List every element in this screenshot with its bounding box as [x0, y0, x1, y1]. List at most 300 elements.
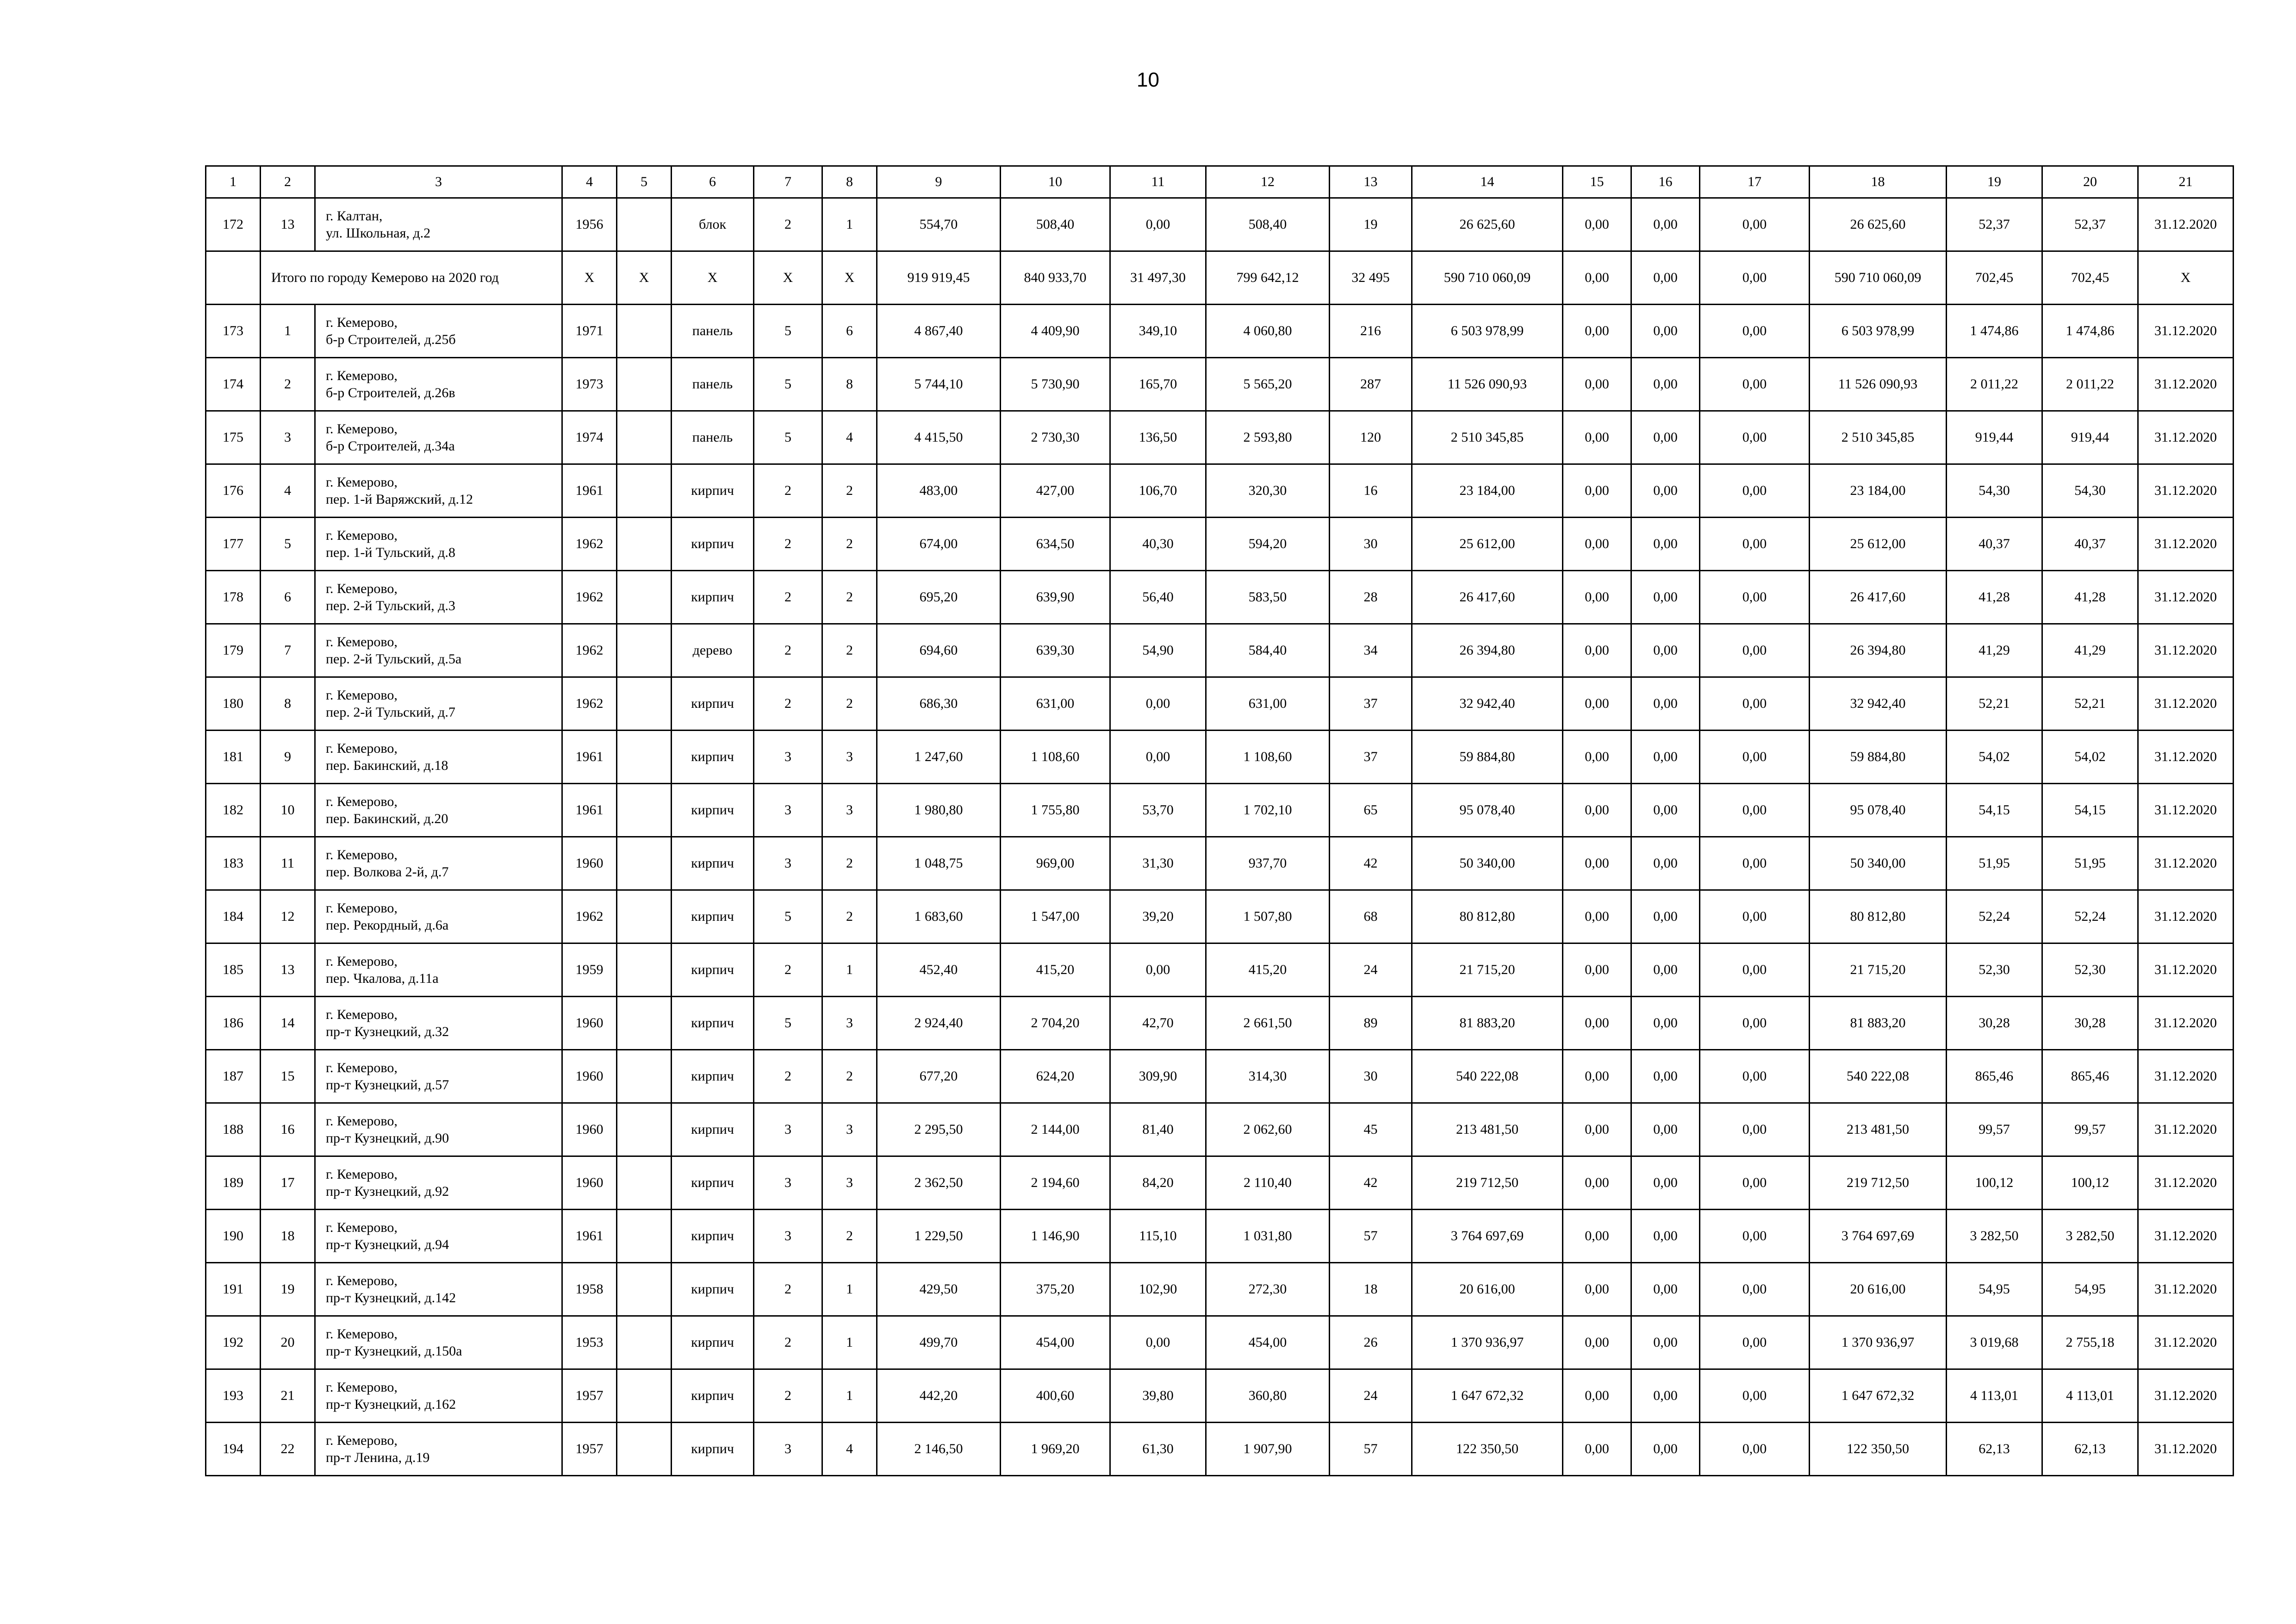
cell-floors: 2	[754, 1050, 822, 1103]
cell-n: 185	[206, 943, 261, 997]
cell-c9: 5 744,10	[877, 358, 1001, 411]
address-cell	[315, 1423, 562, 1476]
cell-n: 188	[206, 1103, 261, 1156]
address-city: г. Кемерово,	[326, 1219, 398, 1235]
address-city: г. Кемерово,	[326, 1113, 398, 1129]
cell-c16: 0,00	[1631, 411, 1700, 464]
cell-c13: 68	[1330, 890, 1412, 943]
cell-c11: 106,70	[1110, 464, 1206, 518]
cell-date: 31.12.2020	[2138, 464, 2234, 518]
cell-local: 12	[261, 890, 315, 943]
table-row	[206, 784, 2234, 837]
cell-c15: 0,00	[1563, 358, 1631, 411]
cell-material: кирпич	[672, 1050, 754, 1103]
cell-c13: 30	[1330, 1050, 1412, 1103]
address-city: г. Кемерово,	[326, 634, 398, 650]
cell-c18: 32 942,40	[1810, 677, 1947, 731]
column-number-cell: 14	[1412, 166, 1563, 198]
cell-c17: 0,00	[1700, 784, 1810, 837]
table-row	[206, 198, 2234, 251]
address-cell	[315, 731, 562, 784]
cell-year: 1959	[562, 943, 617, 997]
cell-c13: 89	[1330, 997, 1412, 1050]
cell-c19: 62,13	[1947, 1423, 2042, 1476]
cell-floors: 3	[754, 1103, 822, 1156]
cell-c5	[617, 464, 672, 518]
address-street: пер. 1-й Тульский, д.8	[326, 545, 455, 560]
cell-c16: 0,00	[1631, 677, 1700, 731]
cell-n: 187	[206, 1050, 261, 1103]
cell-local: 22	[261, 1423, 315, 1476]
cell-local: 9	[261, 731, 315, 784]
cell-c14: 213 481,50	[1412, 1103, 1563, 1156]
address-street: пр-т Кузнецкий, д.90	[326, 1131, 449, 1146]
cell-c11: 102,90	[1110, 1263, 1206, 1316]
cell-floors: 3	[754, 837, 822, 890]
cell-c12: 2 661,50	[1206, 997, 1330, 1050]
cell-local: 6	[261, 571, 315, 624]
cell-material: кирпич	[672, 890, 754, 943]
cell-c11: 42,70	[1110, 997, 1206, 1050]
cell-c5	[617, 837, 672, 890]
cell-c12: 1 907,90	[1206, 1423, 1330, 1476]
table-row	[206, 411, 2234, 464]
cell-c15: 0,00	[1563, 305, 1631, 358]
address-cell	[315, 837, 562, 890]
cell-c14: 6 503 978,99	[1412, 305, 1563, 358]
cell-c10: 2 144,00	[1001, 1103, 1110, 1156]
address-city: г. Кемерово,	[326, 474, 398, 490]
cell-c15: 0,00	[1563, 731, 1631, 784]
cell-n: 174	[206, 358, 261, 411]
cell-c12: 583,50	[1206, 571, 1330, 624]
cell-c16: 0,00	[1631, 305, 1700, 358]
cell-c13: 37	[1330, 677, 1412, 731]
cell-date: 31.12.2020	[2138, 411, 2234, 464]
cell-c10: 1 969,20	[1001, 1423, 1110, 1476]
cell-c13: 120	[1330, 411, 1412, 464]
cell-c16: 0,00	[1631, 358, 1700, 411]
cell-material: кирпич	[672, 1263, 754, 1316]
cell-c11: 0,00	[1110, 677, 1206, 731]
table-row	[206, 731, 2234, 784]
cell-floors: 2	[754, 1263, 822, 1316]
cell-c15: 0,00	[1563, 1050, 1631, 1103]
cell-c10: 375,20	[1001, 1263, 1110, 1316]
cell-material: панель	[672, 411, 754, 464]
cell-floors: 2	[754, 571, 822, 624]
cell-n: 191	[206, 1263, 261, 1316]
address-cell	[315, 305, 562, 358]
cell-c10: 454,00	[1001, 1316, 1110, 1369]
column-number-row	[206, 166, 2234, 198]
cell-c16: 0,00	[1631, 1210, 1700, 1263]
cell-c18: 25 612,00	[1810, 518, 1947, 571]
cell-c12: 4 060,80	[1206, 305, 1330, 358]
cell-c17: 0,00	[1700, 624, 1810, 677]
cell-c17: 0,00	[1700, 890, 1810, 943]
cell-c15: 0,00	[1563, 677, 1631, 731]
cell-c19: 54,95	[1947, 1263, 2042, 1316]
address-city: г. Кемерово,	[326, 1379, 398, 1395]
cell-c5	[617, 571, 672, 624]
cell-c9: 483,00	[877, 464, 1001, 518]
cell-c19: 1 474,86	[1947, 305, 2042, 358]
cell-date: 31.12.2020	[2138, 890, 2234, 943]
total-cell-c14: 590 710 060,09	[1412, 251, 1563, 305]
cell-c12: 584,40	[1206, 624, 1330, 677]
cell-c5	[617, 1156, 672, 1210]
cell-c17: 0,00	[1700, 518, 1810, 571]
cell-floors: 5	[754, 411, 822, 464]
column-number-cell: 1	[206, 166, 261, 198]
address-cell	[315, 624, 562, 677]
cell-c17: 0,00	[1700, 1316, 1810, 1369]
cell-c17: 0,00	[1700, 997, 1810, 1050]
cell-c12: 320,30	[1206, 464, 1330, 518]
cell-entrances: 6	[822, 305, 877, 358]
cell-entrances: 1	[822, 1369, 877, 1423]
address-cell	[315, 411, 562, 464]
cell-c5	[617, 1210, 672, 1263]
cell-c12: 508,40	[1206, 198, 1330, 251]
cell-entrances: 3	[822, 997, 877, 1050]
cell-c14: 81 883,20	[1412, 997, 1563, 1050]
cell-c20: 2 755,18	[2042, 1316, 2138, 1369]
cell-c16: 0,00	[1631, 1103, 1700, 1156]
cell-c10: 427,00	[1001, 464, 1110, 518]
total-cell-c18: 590 710 060,09	[1810, 251, 1947, 305]
cell-c9: 686,30	[877, 677, 1001, 731]
cell-c19: 40,37	[1947, 518, 2042, 571]
cell-floors: 2	[754, 1316, 822, 1369]
cell-c11: 54,90	[1110, 624, 1206, 677]
cell-c19: 2 011,22	[1947, 358, 2042, 411]
cell-c9: 554,70	[877, 198, 1001, 251]
cell-local: 15	[261, 1050, 315, 1103]
cell-c10: 4 409,90	[1001, 305, 1110, 358]
cell-c10: 634,50	[1001, 518, 1110, 571]
cell-c9: 452,40	[877, 943, 1001, 997]
cell-c19: 54,30	[1947, 464, 2042, 518]
cell-c14: 540 222,08	[1412, 1050, 1563, 1103]
cell-c9: 2 295,50	[877, 1103, 1001, 1156]
cell-material: кирпич	[672, 464, 754, 518]
address-street: пер. Чкалова, д.11а	[326, 971, 439, 986]
cell-c17: 0,00	[1700, 837, 1810, 890]
total-cell-c15: 0,00	[1563, 251, 1631, 305]
cell-c19: 41,29	[1947, 624, 2042, 677]
cell-c10: 639,90	[1001, 571, 1110, 624]
cell-c10: 1 547,00	[1001, 890, 1110, 943]
cell-c9: 4 867,40	[877, 305, 1001, 358]
cell-material: кирпич	[672, 1423, 754, 1476]
cell-year: 1962	[562, 677, 617, 731]
address-street: пер. Рекордный, д.6а	[326, 918, 449, 933]
housing-register-table	[205, 165, 2234, 1476]
cell-c20: 54,02	[2042, 731, 2138, 784]
cell-c15: 0,00	[1563, 624, 1631, 677]
cell-material: кирпич	[672, 1369, 754, 1423]
cell-n: 184	[206, 890, 261, 943]
cell-c10: 400,60	[1001, 1369, 1110, 1423]
table-row	[206, 837, 2234, 890]
cell-c17: 0,00	[1700, 1050, 1810, 1103]
cell-c17: 0,00	[1700, 1423, 1810, 1476]
cell-c11: 0,00	[1110, 198, 1206, 251]
column-number-cell: 21	[2138, 166, 2234, 198]
cell-c15: 0,00	[1563, 198, 1631, 251]
cell-c14: 1 370 936,97	[1412, 1316, 1563, 1369]
cell-local: 7	[261, 624, 315, 677]
cell-material: кирпич	[672, 1210, 754, 1263]
cell-c13: 16	[1330, 464, 1412, 518]
cell-entrances: 3	[822, 731, 877, 784]
cell-c10: 508,40	[1001, 198, 1110, 251]
address-city: г. Кемерово,	[326, 1006, 398, 1022]
cell-n: 193	[206, 1369, 261, 1423]
address-cell	[315, 518, 562, 571]
cell-n: 194	[206, 1423, 261, 1476]
cell-c17: 0,00	[1700, 198, 1810, 251]
cell-floors: 2	[754, 464, 822, 518]
cell-n: 180	[206, 677, 261, 731]
column-number-cell: 4	[562, 166, 617, 198]
cell-c14: 11 526 090,93	[1412, 358, 1563, 411]
cell-c20: 54,30	[2042, 464, 2138, 518]
cell-c17: 0,00	[1700, 571, 1810, 624]
cell-c11: 349,10	[1110, 305, 1206, 358]
address-street: пр-т Кузнецкий, д.142	[326, 1290, 456, 1305]
cell-c9: 2 362,50	[877, 1156, 1001, 1210]
cell-c5	[617, 677, 672, 731]
cell-c5	[617, 411, 672, 464]
cell-n: 176	[206, 464, 261, 518]
cell-c9: 1 048,75	[877, 837, 1001, 890]
cell-floors: 3	[754, 1156, 822, 1210]
cell-c11: 40,30	[1110, 518, 1206, 571]
cell-local: 3	[261, 411, 315, 464]
cell-c16: 0,00	[1631, 784, 1700, 837]
cell-c11: 53,70	[1110, 784, 1206, 837]
cell-floors: 2	[754, 624, 822, 677]
cell-c5	[617, 997, 672, 1050]
cell-year: 1961	[562, 731, 617, 784]
address-street: пр-т Кузнецкий, д.150а	[326, 1343, 462, 1359]
cell-c14: 25 612,00	[1412, 518, 1563, 571]
cell-material: кирпич	[672, 1156, 754, 1210]
column-number-cell: 16	[1631, 166, 1700, 198]
column-number-cell: 3	[315, 166, 562, 198]
cell-year: 1962	[562, 571, 617, 624]
cell-floors: 2	[754, 518, 822, 571]
cell-entrances: 2	[822, 1050, 877, 1103]
column-number-cell: 6	[672, 166, 754, 198]
address-cell	[315, 1210, 562, 1263]
cell-c18: 21 715,20	[1810, 943, 1947, 997]
table-row	[206, 1050, 2234, 1103]
cell-c14: 50 340,00	[1412, 837, 1563, 890]
cell-c5	[617, 890, 672, 943]
cell-c18: 80 812,80	[1810, 890, 1947, 943]
cell-c13: 28	[1330, 571, 1412, 624]
total-cell-c6: X	[672, 251, 754, 305]
cell-material: кирпич	[672, 731, 754, 784]
cell-c13: 24	[1330, 943, 1412, 997]
cell-c9: 429,50	[877, 1263, 1001, 1316]
table-row	[206, 997, 2234, 1050]
cell-date: 31.12.2020	[2138, 837, 2234, 890]
cell-local: 18	[261, 1210, 315, 1263]
cell-floors: 3	[754, 731, 822, 784]
cell-local: 16	[261, 1103, 315, 1156]
total-label: Итого по городу Кемерово на 2020 год	[261, 251, 562, 305]
cell-material: кирпич	[672, 1103, 754, 1156]
cell-date: 31.12.2020	[2138, 1210, 2234, 1263]
cell-c20: 54,95	[2042, 1263, 2138, 1316]
cell-c19: 865,46	[1947, 1050, 2042, 1103]
cell-c5	[617, 1050, 672, 1103]
cell-date: 31.12.2020	[2138, 677, 2234, 731]
column-number-cell: 20	[2042, 166, 2138, 198]
cell-c18: 213 481,50	[1810, 1103, 1947, 1156]
address-street: пр-т Ленина, д.19	[326, 1450, 430, 1465]
cell-c9: 674,00	[877, 518, 1001, 571]
cell-c10: 624,20	[1001, 1050, 1110, 1103]
cell-c11: 309,90	[1110, 1050, 1206, 1103]
cell-c16: 0,00	[1631, 1423, 1700, 1476]
cell-entrances: 2	[822, 571, 877, 624]
cell-material: панель	[672, 358, 754, 411]
cell-year: 1956	[562, 198, 617, 251]
address-cell	[315, 1263, 562, 1316]
cell-n: 189	[206, 1156, 261, 1210]
cell-c13: 42	[1330, 837, 1412, 890]
cell-c20: 99,57	[2042, 1103, 2138, 1156]
cell-c10: 1 146,90	[1001, 1210, 1110, 1263]
cell-entrances: 3	[822, 784, 877, 837]
cell-c11: 56,40	[1110, 571, 1206, 624]
address-cell	[315, 571, 562, 624]
cell-c17: 0,00	[1700, 411, 1810, 464]
address-cell	[315, 784, 562, 837]
address-city: г. Кемерово,	[326, 1432, 398, 1448]
cell-c11: 115,10	[1110, 1210, 1206, 1263]
cell-date: 31.12.2020	[2138, 518, 2234, 571]
total-cell-c13: 32 495	[1330, 251, 1412, 305]
cell-c13: 65	[1330, 784, 1412, 837]
cell-c14: 80 812,80	[1412, 890, 1563, 943]
cell-date: 31.12.2020	[2138, 571, 2234, 624]
cell-c15: 0,00	[1563, 890, 1631, 943]
table-row	[206, 943, 2234, 997]
cell-date: 31.12.2020	[2138, 624, 2234, 677]
cell-c11: 0,00	[1110, 1316, 1206, 1369]
cell-n: 192	[206, 1316, 261, 1369]
cell-c18: 3 764 697,69	[1810, 1210, 1947, 1263]
cell-c14: 122 350,50	[1412, 1423, 1563, 1476]
cell-c18: 6 503 978,99	[1810, 305, 1947, 358]
cell-material: кирпич	[672, 943, 754, 997]
cell-local: 4	[261, 464, 315, 518]
cell-floors: 5	[754, 890, 822, 943]
cell-c12: 415,20	[1206, 943, 1330, 997]
cell-entrances: 2	[822, 837, 877, 890]
cell-c5	[617, 784, 672, 837]
cell-entrances: 2	[822, 677, 877, 731]
cell-c13: 34	[1330, 624, 1412, 677]
cell-floors: 3	[754, 1423, 822, 1476]
cell-c13: 57	[1330, 1210, 1412, 1263]
cell-date: 31.12.2020	[2138, 943, 2234, 997]
cell-c14: 23 184,00	[1412, 464, 1563, 518]
address-street: пер. Бакинский, д.18	[326, 758, 448, 773]
cell-c9: 1 229,50	[877, 1210, 1001, 1263]
address-cell	[315, 198, 562, 251]
address-cell	[315, 997, 562, 1050]
cell-local: 8	[261, 677, 315, 731]
cell-c14: 95 078,40	[1412, 784, 1563, 837]
cell-c13: 18	[1330, 1263, 1412, 1316]
cell-c18: 26 394,80	[1810, 624, 1947, 677]
total-empty-cell	[206, 251, 261, 305]
cell-c11: 84,20	[1110, 1156, 1206, 1210]
cell-c12: 5 565,20	[1206, 358, 1330, 411]
cell-c16: 0,00	[1631, 518, 1700, 571]
address-city: г. Кемерово,	[326, 1166, 398, 1182]
cell-year: 1962	[562, 624, 617, 677]
cell-c18: 219 712,50	[1810, 1156, 1947, 1210]
cell-entrances: 2	[822, 464, 877, 518]
table-row	[206, 1103, 2234, 1156]
cell-c10: 1 108,60	[1001, 731, 1110, 784]
cell-c5	[617, 1316, 672, 1369]
total-cell-c8: X	[822, 251, 877, 305]
cell-c18: 1 370 936,97	[1810, 1316, 1947, 1369]
cell-c19: 100,12	[1947, 1156, 2042, 1210]
address-street: пер. Волкова 2-й, д.7	[326, 864, 449, 880]
cell-c11: 31,30	[1110, 837, 1206, 890]
cell-year: 1957	[562, 1369, 617, 1423]
cell-c19: 3 282,50	[1947, 1210, 2042, 1263]
cell-c20: 51,95	[2042, 837, 2138, 890]
cell-year: 1958	[562, 1263, 617, 1316]
cell-floors: 3	[754, 1210, 822, 1263]
cell-c17: 0,00	[1700, 731, 1810, 784]
total-cell-c11: 31 497,30	[1110, 251, 1206, 305]
cell-c19: 52,30	[1947, 943, 2042, 997]
address-city: г. Кемерово,	[326, 953, 398, 969]
cell-date: 31.12.2020	[2138, 1423, 2234, 1476]
cell-c13: 37	[1330, 731, 1412, 784]
cell-date: 31.12.2020	[2138, 997, 2234, 1050]
total-cell-c10: 840 933,70	[1001, 251, 1110, 305]
cell-entrances: 1	[822, 1263, 877, 1316]
cell-year: 1971	[562, 305, 617, 358]
cell-c13: 30	[1330, 518, 1412, 571]
cell-date: 31.12.2020	[2138, 1156, 2234, 1210]
total-cell-c5: X	[617, 251, 672, 305]
cell-c19: 51,95	[1947, 837, 2042, 890]
cell-c16: 0,00	[1631, 1050, 1700, 1103]
cell-entrances: 2	[822, 624, 877, 677]
table-row	[206, 1369, 2234, 1423]
cell-c13: 287	[1330, 358, 1412, 411]
cell-c5	[617, 198, 672, 251]
address-cell	[315, 677, 562, 731]
address-city: г. Кемерово,	[326, 900, 398, 916]
cell-c14: 1 647 672,32	[1412, 1369, 1563, 1423]
